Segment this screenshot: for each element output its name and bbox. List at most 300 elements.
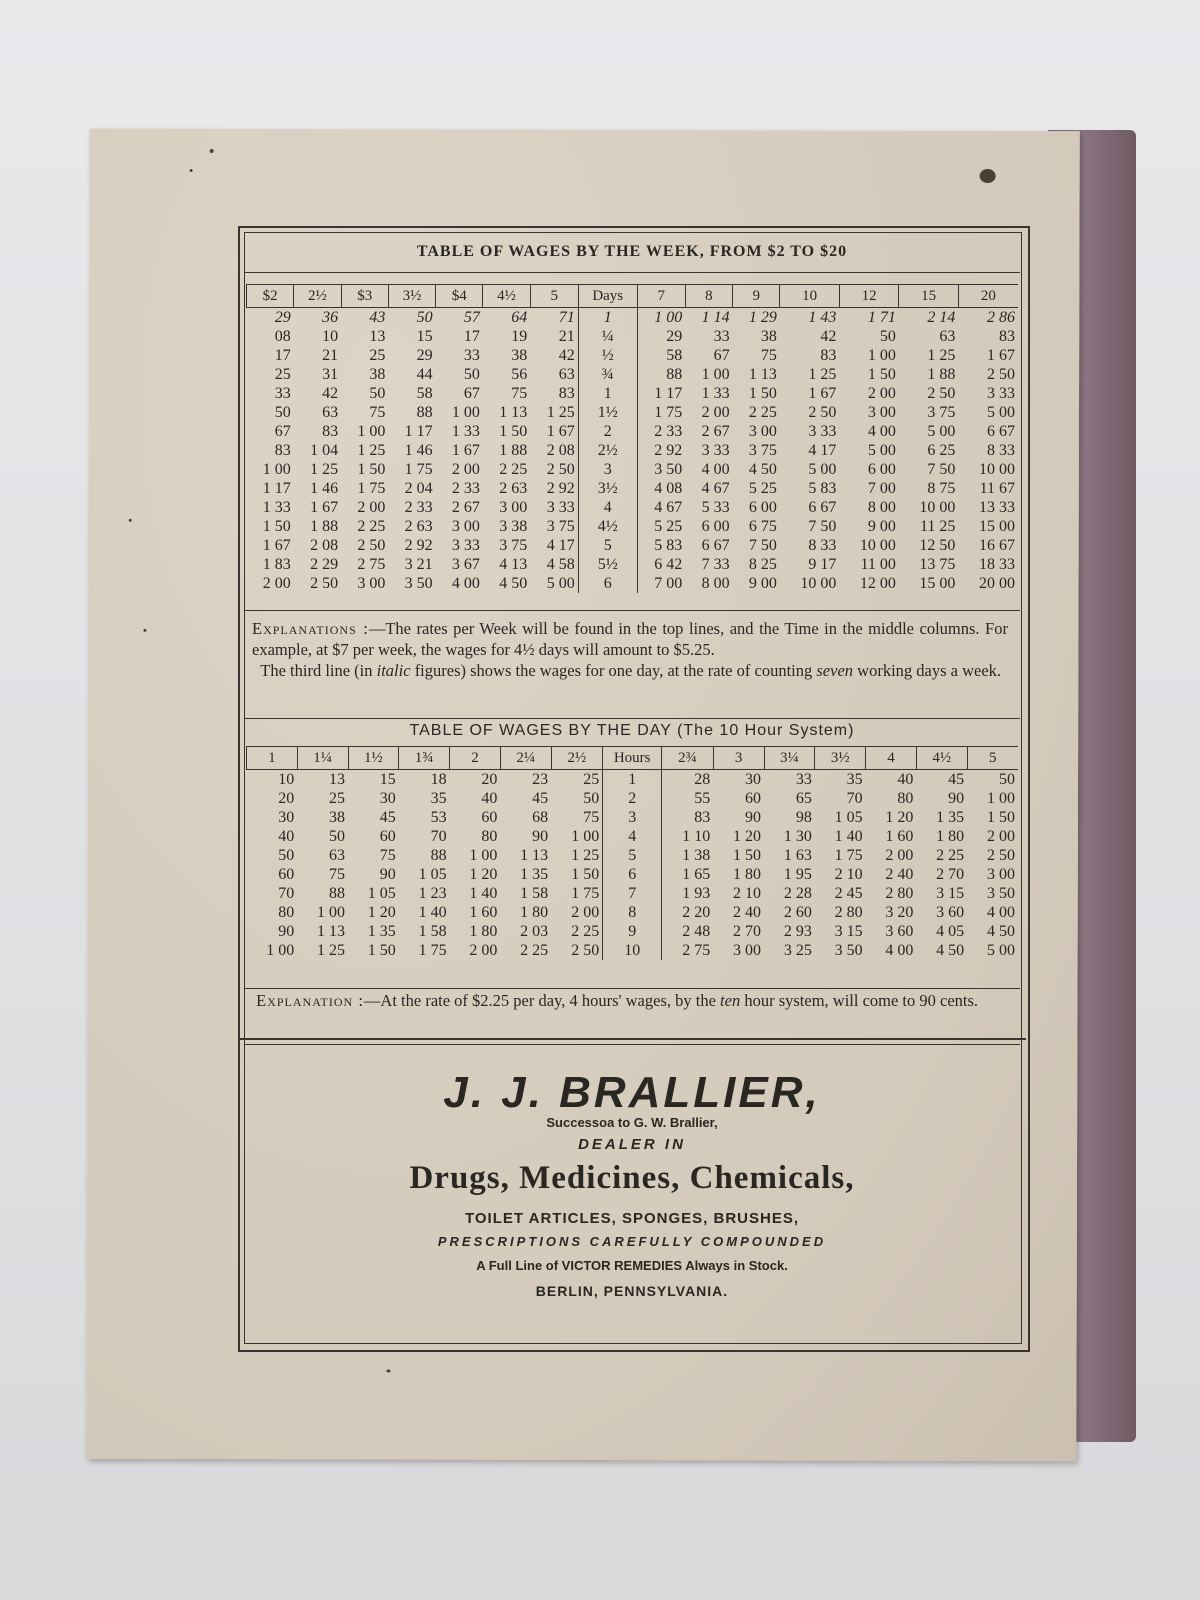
week-cell: 44: [416, 366, 433, 383]
week-cell: 7 00: [654, 575, 683, 592]
week-table-row: [247, 422, 1019, 441]
day-cell: 1 95: [783, 866, 812, 883]
day-cell: 20: [278, 790, 295, 807]
day-cell: 53: [430, 809, 447, 826]
week-cell: 3 00: [451, 518, 480, 535]
day-cell: 1 60: [885, 828, 914, 845]
week-cell: 2 67: [701, 423, 730, 440]
week-cell: 19: [511, 328, 528, 345]
week-cell: 15 00: [979, 518, 1015, 535]
week-cell: 2 50: [357, 537, 386, 554]
day-cell: 1 00: [469, 847, 498, 864]
week-cell: 3 75: [748, 442, 777, 459]
week-cell: 58: [416, 385, 433, 402]
day-cell: 2 45: [834, 885, 863, 902]
week-cell: 4 67: [654, 499, 683, 516]
day-cell: 28: [694, 771, 711, 788]
week-days-cell: ½: [578, 346, 637, 365]
day-cell: 18: [430, 771, 447, 788]
day-cell: 1 65: [682, 866, 711, 883]
day-cell: 5 00: [987, 942, 1015, 959]
week-cell: 20 00: [979, 575, 1015, 592]
week-cell: 6 67: [701, 537, 730, 554]
week-cell: 4 50: [748, 461, 777, 478]
week-cell: 1 67: [546, 423, 575, 440]
week-cell: 83: [322, 423, 339, 440]
week-table-row: [247, 308, 1019, 328]
week-cell: 2 92: [654, 442, 683, 459]
week-cell: 3 00: [357, 575, 386, 592]
week-cell: 1 17: [404, 423, 433, 440]
day-cell: 38: [329, 809, 346, 826]
day-cell: 88: [430, 847, 447, 864]
week-cell: 9 00: [867, 518, 896, 535]
dealer-in-line: DEALER IN: [578, 1136, 686, 1153]
week-table-title: TABLE OF WAGES BY THE WEEK, FROM $2 TO $20: [416, 243, 848, 260]
day-cell: 2 00: [469, 942, 498, 959]
day-rate-header: 5: [967, 747, 1018, 770]
week-cell: 1 88: [310, 518, 339, 535]
day-cell: 1 75: [571, 885, 600, 902]
week-rate-header: $4: [436, 285, 483, 308]
day-cell: 33: [795, 771, 812, 788]
day-cell: 2 25: [520, 942, 549, 959]
week-days-cell: 5½: [578, 555, 637, 574]
day-table-row: [247, 903, 1019, 922]
day-cell: 75: [379, 847, 396, 864]
week-rate-header: $3: [341, 285, 388, 308]
week-cell: 3 33: [808, 423, 837, 440]
day-cell: 1 20: [367, 904, 396, 921]
week-cell: 1 25: [808, 366, 837, 383]
explanation-label: Explanations :: [252, 619, 369, 638]
week-table-row: [247, 384, 1019, 403]
explanation-text-2c: working days a week.: [853, 661, 1002, 680]
week-cell: 3 67: [451, 556, 480, 573]
week-cell: 71: [558, 309, 575, 326]
day-cell: 3 60: [885, 923, 914, 940]
week-days-cell: 1: [578, 308, 637, 328]
day-cell: 30: [379, 790, 396, 807]
week-cell: 6 75: [748, 518, 777, 535]
day-cell: 50: [278, 847, 295, 864]
products-line: Drugs, Medicines, Chemicals,: [409, 1160, 855, 1196]
week-cell: 18 33: [979, 556, 1015, 573]
week-cell: 3 33: [451, 537, 480, 554]
week-cell: 8 00: [701, 575, 730, 592]
week-cell: 3 50: [404, 575, 433, 592]
week-cell: 1 75: [404, 461, 433, 478]
week-cell: 57: [463, 309, 480, 326]
week-cell: 1 50: [867, 366, 896, 383]
week-table-row: [247, 479, 1019, 498]
week-cell: 6 00: [701, 518, 730, 535]
week-cell: 2 92: [546, 480, 575, 497]
week-cell: 1 67: [310, 499, 339, 516]
day-rate-header: 2: [450, 747, 501, 770]
day-cell: 50: [999, 771, 1015, 788]
day-cell: 1 30: [783, 828, 812, 845]
day-explanation-text-a: —At the rate of $2.25 per day, 4 hours' wages, by the: [363, 991, 721, 1010]
week-cell: 12 50: [919, 537, 956, 554]
day-cell: 4 00: [885, 942, 914, 959]
day-hours-cell: 10: [603, 941, 662, 960]
day-table-row: [247, 808, 1019, 827]
week-cell: 6 00: [748, 499, 777, 516]
day-rate-header: 1: [247, 747, 298, 770]
day-cell: 2 40: [733, 904, 762, 921]
day-cell: 65: [795, 790, 812, 807]
day-cell: 4 50: [987, 923, 1015, 940]
week-cell: 1 71: [867, 309, 896, 326]
week-cell: 08: [274, 328, 291, 345]
week-table-row: [247, 536, 1019, 555]
week-cell: 1 50: [357, 461, 386, 478]
day-explanation-text-b: hour system, will come to 90 cents.: [740, 991, 979, 1010]
week-cell: 1 00: [262, 461, 291, 478]
week-cell: 4 17: [546, 537, 575, 554]
week-cell: 15 00: [919, 575, 956, 592]
day-rate-header: 3: [713, 747, 764, 770]
week-days-header: Days: [578, 285, 637, 308]
day-hours-cell: 4: [603, 827, 662, 846]
week-cell: 1 88: [499, 442, 528, 459]
week-cell: 11 25: [919, 518, 956, 535]
day-hours-cell: 7: [603, 884, 662, 903]
day-table-row: [247, 922, 1019, 941]
week-cell: 50: [879, 328, 896, 345]
day-cell: 1 75: [418, 942, 447, 959]
week-cell: 2 00: [357, 499, 386, 516]
day-cell: 2 40: [885, 866, 914, 883]
week-table-row: [247, 365, 1019, 384]
day-cell: 2 80: [834, 904, 863, 921]
day-cell: 15: [379, 771, 396, 788]
day-rate-header: 2½: [551, 747, 603, 770]
week-cell: 1 17: [262, 480, 291, 497]
week-cell: 5 83: [808, 480, 837, 497]
week-cell: 50: [369, 385, 386, 402]
full-line-text: A Full Line of VICTOR REMEDIES Always in Stock.: [476, 1258, 788, 1273]
day-cell: 2 10: [834, 866, 863, 883]
week-rate-header: $2: [247, 285, 294, 308]
week-days-cell: 2½: [578, 441, 637, 460]
week-cell: 2 04: [404, 480, 433, 497]
day-cell: 1 00: [987, 790, 1015, 807]
day-cell: 98: [795, 809, 812, 826]
day-cell: 3 50: [834, 942, 863, 959]
week-cell: 1 13: [499, 404, 528, 421]
week-cell: 56: [511, 366, 528, 383]
week-cell: 3 33: [546, 499, 575, 516]
day-cell: 1 13: [520, 847, 549, 864]
day-cell: 1 40: [418, 904, 447, 921]
week-table-row: [247, 403, 1019, 422]
day-cell: 1 20: [469, 866, 498, 883]
week-cell: 7 00: [867, 480, 896, 497]
day-cell: 1 58: [418, 923, 447, 940]
week-cell: 3 33: [987, 385, 1015, 402]
day-cell: 40: [897, 771, 914, 788]
week-cell: 63: [322, 404, 339, 421]
day-cell: 2 75: [682, 942, 711, 959]
week-cell: 1 00: [451, 404, 480, 421]
week-rate-header: 10: [780, 285, 840, 308]
week-cell: 5 33: [701, 499, 730, 516]
day-rate-header: 1¼: [297, 747, 348, 770]
day-cell: 40: [481, 790, 498, 807]
week-cell: 10 00: [979, 461, 1015, 478]
day-cell: 4 50: [936, 942, 965, 959]
week-cell: 1 46: [404, 442, 433, 459]
week-table-row: [247, 498, 1019, 517]
day-table-row: [247, 884, 1019, 903]
week-cell: 83: [558, 385, 575, 402]
week-cell: 11 67: [979, 480, 1015, 497]
week-cell: 5 00: [546, 575, 575, 592]
week-cell: 13 75: [919, 556, 956, 573]
week-cell: 67: [274, 423, 291, 440]
day-cell: 63: [329, 847, 346, 864]
day-cell: 2 25: [571, 923, 600, 940]
day-cell: 2 00: [571, 904, 600, 921]
day-cell: 1 40: [834, 828, 863, 845]
week-cell: 88: [416, 404, 433, 421]
week-cell: 1 88: [927, 366, 956, 383]
week-cell: 2 00: [451, 461, 480, 478]
day-cell: 45: [379, 809, 396, 826]
day-cell: 70: [278, 885, 295, 902]
week-cell: 3 33: [701, 442, 730, 459]
week-cell: 1 25: [357, 442, 386, 459]
day-cell: 2 50: [571, 942, 600, 959]
week-cell: 2 25: [499, 461, 528, 478]
week-cell: 1 25: [546, 404, 575, 421]
week-cell: 2 00: [262, 575, 291, 592]
day-cell: 83: [694, 809, 711, 826]
day-table-row: [247, 846, 1019, 865]
week-cell: 7 50: [748, 537, 777, 554]
week-cell: 29: [416, 347, 433, 364]
day-table-row: [247, 941, 1019, 960]
day-cell: 50: [329, 828, 346, 845]
week-table-row: [247, 441, 1019, 460]
week-cell: 31: [322, 366, 339, 383]
week-cell: 67: [463, 385, 480, 402]
day-table-title: TABLE OF WAGES BY THE DAY (The 10 Hour System): [409, 722, 855, 739]
week-cell: 4 00: [451, 575, 480, 592]
week-cell: 3 75: [927, 404, 956, 421]
day-cell: 55: [694, 790, 711, 807]
week-cell: 21: [558, 328, 575, 345]
week-cell: 6 67: [987, 423, 1015, 440]
day-cell: 3 20: [885, 904, 914, 921]
week-cell: 16 67: [979, 537, 1015, 554]
week-cell: 2 25: [748, 404, 777, 421]
week-cell: 2 63: [499, 480, 528, 497]
week-cell: 6 00: [867, 461, 896, 478]
week-cell: 1 50: [499, 423, 528, 440]
week-cell: 9 00: [748, 575, 777, 592]
day-cell: 45: [532, 790, 549, 807]
week-cell: 38: [760, 328, 777, 345]
week-explanation: [252, 618, 1008, 681]
day-rate-header: 2¾: [662, 747, 714, 770]
week-cell: 64: [511, 309, 528, 326]
week-rate-header: 20: [958, 285, 1018, 308]
day-cell: 3 15: [936, 885, 965, 902]
day-cell: 90: [948, 790, 965, 807]
week-days-cell: 6: [578, 574, 637, 593]
week-cell: 6 25: [927, 442, 956, 459]
week-cell: 7 50: [927, 461, 956, 478]
week-cell: 8 75: [927, 480, 956, 497]
week-cell: 3 50: [654, 461, 683, 478]
week-cell: 33: [274, 385, 291, 402]
week-rate-header: 2½: [294, 285, 341, 308]
week-cell: 63: [939, 328, 956, 345]
week-rate-header: 15: [899, 285, 959, 308]
week-cell: 4 00: [867, 423, 896, 440]
week-cell: 1 33: [262, 499, 291, 516]
week-cell: 2 33: [451, 480, 480, 497]
day-cell: 80: [481, 828, 498, 845]
explanation-text-1: —The rates per Week will be found in the top lines, and the Time in the middle columns. For example, at $7 per week, the wages for 4½ days will amount to $5.25.: [252, 619, 1008, 659]
week-cell: 58: [666, 347, 683, 364]
day-cell: 1 13: [317, 923, 346, 940]
day-cell: 25: [329, 790, 346, 807]
week-cell: 4 67: [701, 480, 730, 497]
week-cell: 33: [463, 347, 480, 364]
week-cell: 36: [322, 309, 339, 326]
week-table-row: [247, 460, 1019, 479]
week-cell: 4 08: [654, 480, 683, 497]
day-cell: 3 15: [834, 923, 863, 940]
day-cell: 3 60: [936, 904, 965, 921]
week-days-cell: ¾: [578, 365, 637, 384]
day-cell: 1 50: [733, 847, 762, 864]
week-cell: 1 00: [357, 423, 386, 440]
day-wages-table: [246, 746, 1018, 960]
day-cell: 2 25: [936, 847, 965, 864]
day-cell: 23: [532, 771, 549, 788]
week-cell: 42: [820, 328, 837, 345]
week-cell: 2 50: [808, 404, 837, 421]
week-cell: 2 33: [404, 499, 433, 516]
day-cell: 75: [329, 866, 346, 883]
week-cell: 7 50: [808, 518, 837, 535]
week-table-row: [247, 574, 1019, 593]
explanation-italic-word-2: seven: [816, 661, 854, 680]
day-hours-cell: 3: [603, 808, 662, 827]
day-cell: 35: [846, 771, 863, 788]
week-cell: 13 33: [979, 499, 1015, 516]
week-cell: 2 25: [357, 518, 386, 535]
day-cell: 2 28: [783, 885, 812, 902]
day-cell: 90: [278, 923, 295, 940]
day-cell: 1 60: [469, 904, 498, 921]
week-cell: 1 83: [262, 556, 291, 573]
day-cell: 1 63: [783, 847, 812, 864]
week-cell: 1 46: [310, 480, 339, 497]
day-cell: 1 05: [367, 885, 396, 902]
week-cell: 2 67: [451, 499, 480, 516]
day-cell: 4 05: [936, 923, 965, 940]
week-cell: 2 08: [546, 442, 575, 459]
week-cell: 25: [274, 366, 291, 383]
day-cell: 90: [745, 809, 762, 826]
day-rate-header: 3¼: [764, 747, 815, 770]
week-cell: 4 58: [546, 556, 575, 573]
day-rate-header: 1¾: [399, 747, 450, 770]
week-cell: 2 50: [987, 366, 1015, 383]
day-cell: 1 20: [733, 828, 762, 845]
day-cell: 88: [329, 885, 346, 902]
week-cell: 10: [322, 328, 339, 345]
week-cell: 10 00: [919, 499, 956, 516]
week-cell: 8 00: [867, 499, 896, 516]
week-cell: 2 08: [310, 537, 339, 554]
week-cell: 1 33: [451, 423, 480, 440]
day-explanation-italic: ten: [720, 991, 741, 1010]
week-cell: 17: [274, 347, 291, 364]
day-table-row: [247, 865, 1019, 884]
day-cell: 60: [278, 866, 295, 883]
week-days-cell: 3½: [578, 479, 637, 498]
day-cell: 60: [745, 790, 762, 807]
day-cell: 90: [379, 866, 396, 883]
week-cell: 88: [666, 366, 683, 383]
week-cell: 1 50: [262, 518, 291, 535]
week-cell: 25: [369, 347, 386, 364]
week-cell: 1 14: [701, 309, 730, 326]
day-cell: 2 70: [936, 866, 965, 883]
week-cell: 4 17: [808, 442, 837, 459]
day-hours-cell: 8: [603, 903, 662, 922]
week-cell: 8 25: [748, 556, 777, 573]
day-cell: 2 20: [682, 904, 711, 921]
week-cell: 3 38: [499, 518, 528, 535]
day-cell: 30: [278, 809, 295, 826]
week-cell: 17: [463, 328, 480, 345]
week-cell: 75: [511, 385, 528, 402]
week-cell: 1 25: [310, 461, 339, 478]
day-cell: 3 00: [987, 866, 1015, 883]
week-cell: 83: [820, 347, 837, 364]
day-rate-header: 1½: [348, 747, 399, 770]
day-table-row: [247, 770, 1019, 790]
day-hours-cell: 5: [603, 846, 662, 865]
week-cell: 1 75: [357, 480, 386, 497]
week-cell: 12 00: [859, 575, 896, 592]
week-rate-header: 3½: [388, 285, 435, 308]
week-cell: 4 50: [499, 575, 528, 592]
week-cell: 1 29: [748, 309, 777, 326]
day-cell: 2 03: [520, 923, 549, 940]
day-cell: 25: [583, 771, 600, 788]
day-cell: 30: [745, 771, 762, 788]
day-cell: 1 50: [571, 866, 600, 883]
day-cell: 2 10: [733, 885, 762, 902]
week-cell: 3 00: [499, 499, 528, 516]
day-cell: 1 80: [469, 923, 498, 940]
day-cell: 1 20: [885, 809, 914, 826]
week-cell: 1 67: [451, 442, 480, 459]
day-cell: 1 38: [682, 847, 711, 864]
day-hours-cell: 9: [603, 922, 662, 941]
week-cell: 5 25: [748, 480, 777, 497]
day-cell: 1 00: [266, 942, 295, 959]
